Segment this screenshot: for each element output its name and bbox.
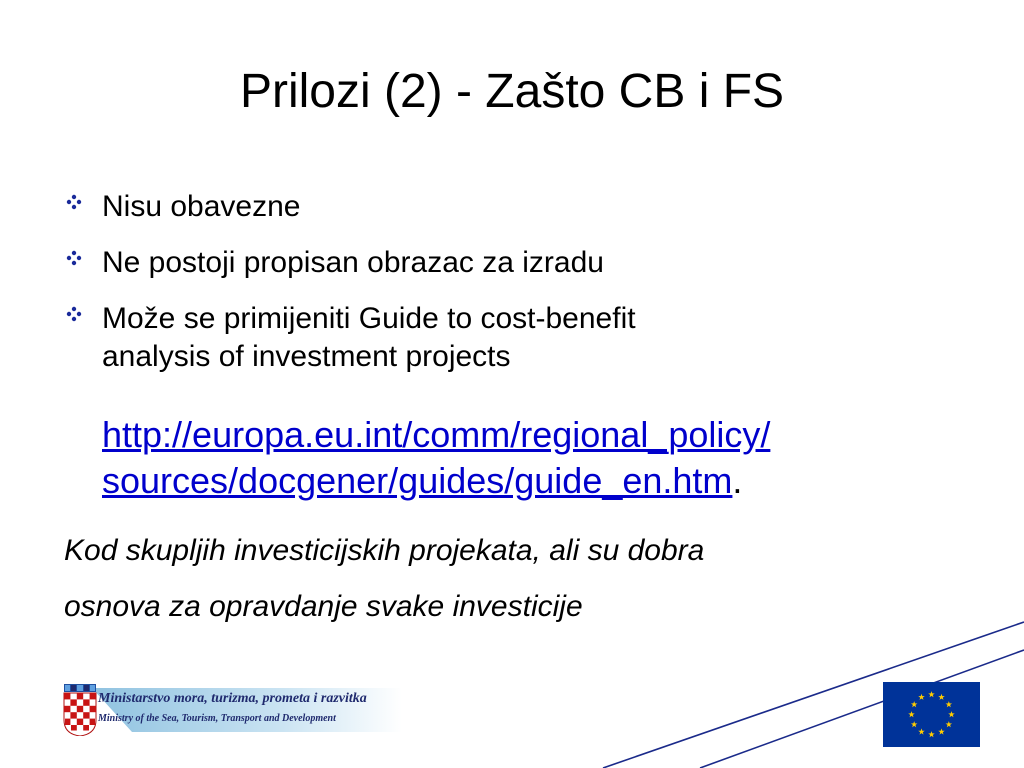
croatian-coat-of-arms-icon xyxy=(64,684,96,736)
diamond-dots-icon xyxy=(66,250,82,266)
bullet-item xyxy=(66,188,966,226)
guide-link-line: sources/docgener/guides/guide_en.htm xyxy=(102,460,733,501)
ministry-name-croatian: Ministarstvo mora, turizma, prometa i razvitka xyxy=(98,691,367,706)
bullet-text-line: Može se primijeniti Guide to cost-benefit xyxy=(102,302,636,335)
guide-link-line: http://europa.eu.int/comm/regional_policy/ xyxy=(102,414,771,455)
bullet-text-line: analysis of investment projects xyxy=(102,340,511,373)
bullet-list xyxy=(66,188,966,392)
note-line: Kod skupljih investicijskih projekata, ali su dobra xyxy=(64,534,705,567)
ministry-name-english: Ministry of the Sea, Tourism, Transport and Development xyxy=(98,713,336,724)
bullet-item xyxy=(66,244,966,282)
bullet-text: Ne postoji propisan obrazac za izradu xyxy=(102,246,604,279)
bullet-text: Nisu obavezne xyxy=(102,190,301,223)
guide-link[interactable] xyxy=(102,414,770,501)
bullet-item xyxy=(66,300,966,376)
link-period: . xyxy=(732,460,743,501)
slide-title: Prilozi (2) - Zašto CB i FS xyxy=(239,65,785,118)
ministry-name xyxy=(98,690,398,730)
eu-flag-icon xyxy=(883,682,980,747)
note-line: osnova za opravdanje svake investicije xyxy=(64,590,583,623)
guide-link-paragraph xyxy=(102,412,982,504)
diamond-dots-icon xyxy=(66,194,82,210)
diamond-dots-icon xyxy=(66,306,82,322)
